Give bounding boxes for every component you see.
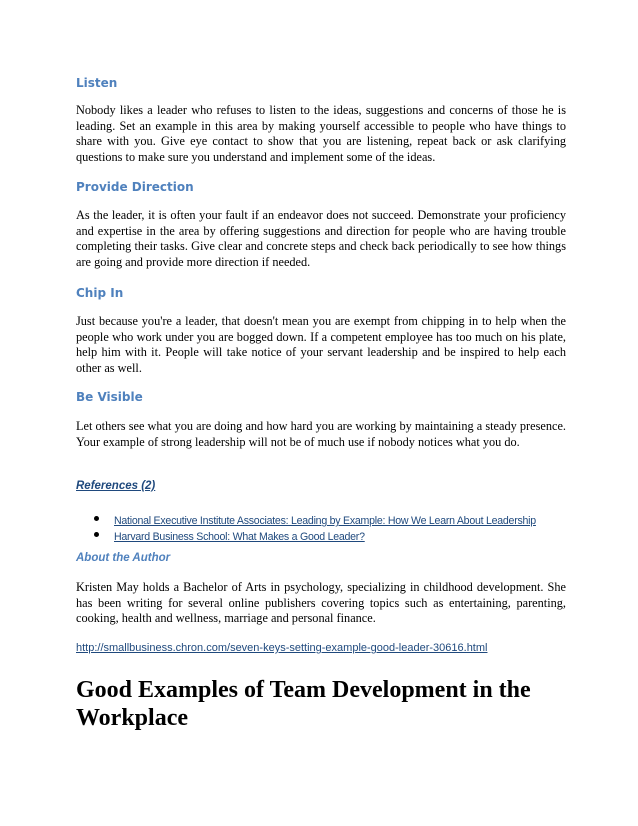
next-article-title: Good Examples of Team Development in the Workplace	[76, 677, 531, 731]
about-author-heading: About the Author	[76, 552, 171, 564]
section-body-chip-in: Just because you're a leader, that doesn't mean you are exempt from chipping in to help when the people who work under you are bogged down. If a competent employee has too much on his plate, help him with it. People will take notice of your servant leadership and be inspired to help each other as well.	[76, 314, 566, 375]
source-url-link[interactable]: http://smallbusiness.chron.com/seven-keys-setting-example-good-leader-30616.html	[76, 642, 488, 654]
bullet-icon	[94, 516, 99, 521]
bullet-icon	[94, 532, 99, 537]
section-heading-chip-in: Chip In	[76, 286, 124, 300]
reference-link[interactable]: National Executive Institute Associates: Leading by Example: How We Learn About Leadership	[114, 515, 536, 527]
list-item	[94, 527, 536, 543]
section-body-listen: Nobody likes a leader who refuses to listen to the ideas, suggestions and concerns of those he is leading. Set an example in this area by making yourself accessible to people who have things to share with you. Give eye contact to show that you are listening, repeat back or ask clarifying questions to make sure you understand and implement some of the ideas.	[76, 103, 566, 164]
references-heading[interactable]: References (2)	[76, 480, 156, 492]
section-heading-listen: Listen	[76, 76, 118, 90]
reference-link[interactable]: Harvard Business School: What Makes a Good Leader?	[114, 531, 365, 543]
section-heading-provide-direction: Provide Direction	[76, 180, 194, 194]
section-body-be-visible: Let others see what you are doing and how hard you are working by maintaining a steady presence. Your example of strong leadership will not be of much use if nobody notices what you do.	[76, 419, 566, 449]
references-list	[94, 511, 536, 543]
list-item	[94, 511, 536, 527]
about-author-body: Kristen May holds a Bachelor of Arts in psychology, specializing in childhood development. She has been writing for several online publishers covering topics such as entertaining, parenting, cooking, health and wellness, marriage and personal finance.	[76, 580, 566, 626]
section-heading-be-visible: Be Visible	[76, 390, 143, 404]
section-body-provide-direction: As the leader, it is often your fault if an endeavor does not succeed. Demonstrate your proficiency and expertise in the area by offering suggestions and direction for people who are having trouble completing their tasks. Give clear and concrete steps and check back periodically to see how things are going and provide more direction if needed.	[76, 208, 566, 269]
